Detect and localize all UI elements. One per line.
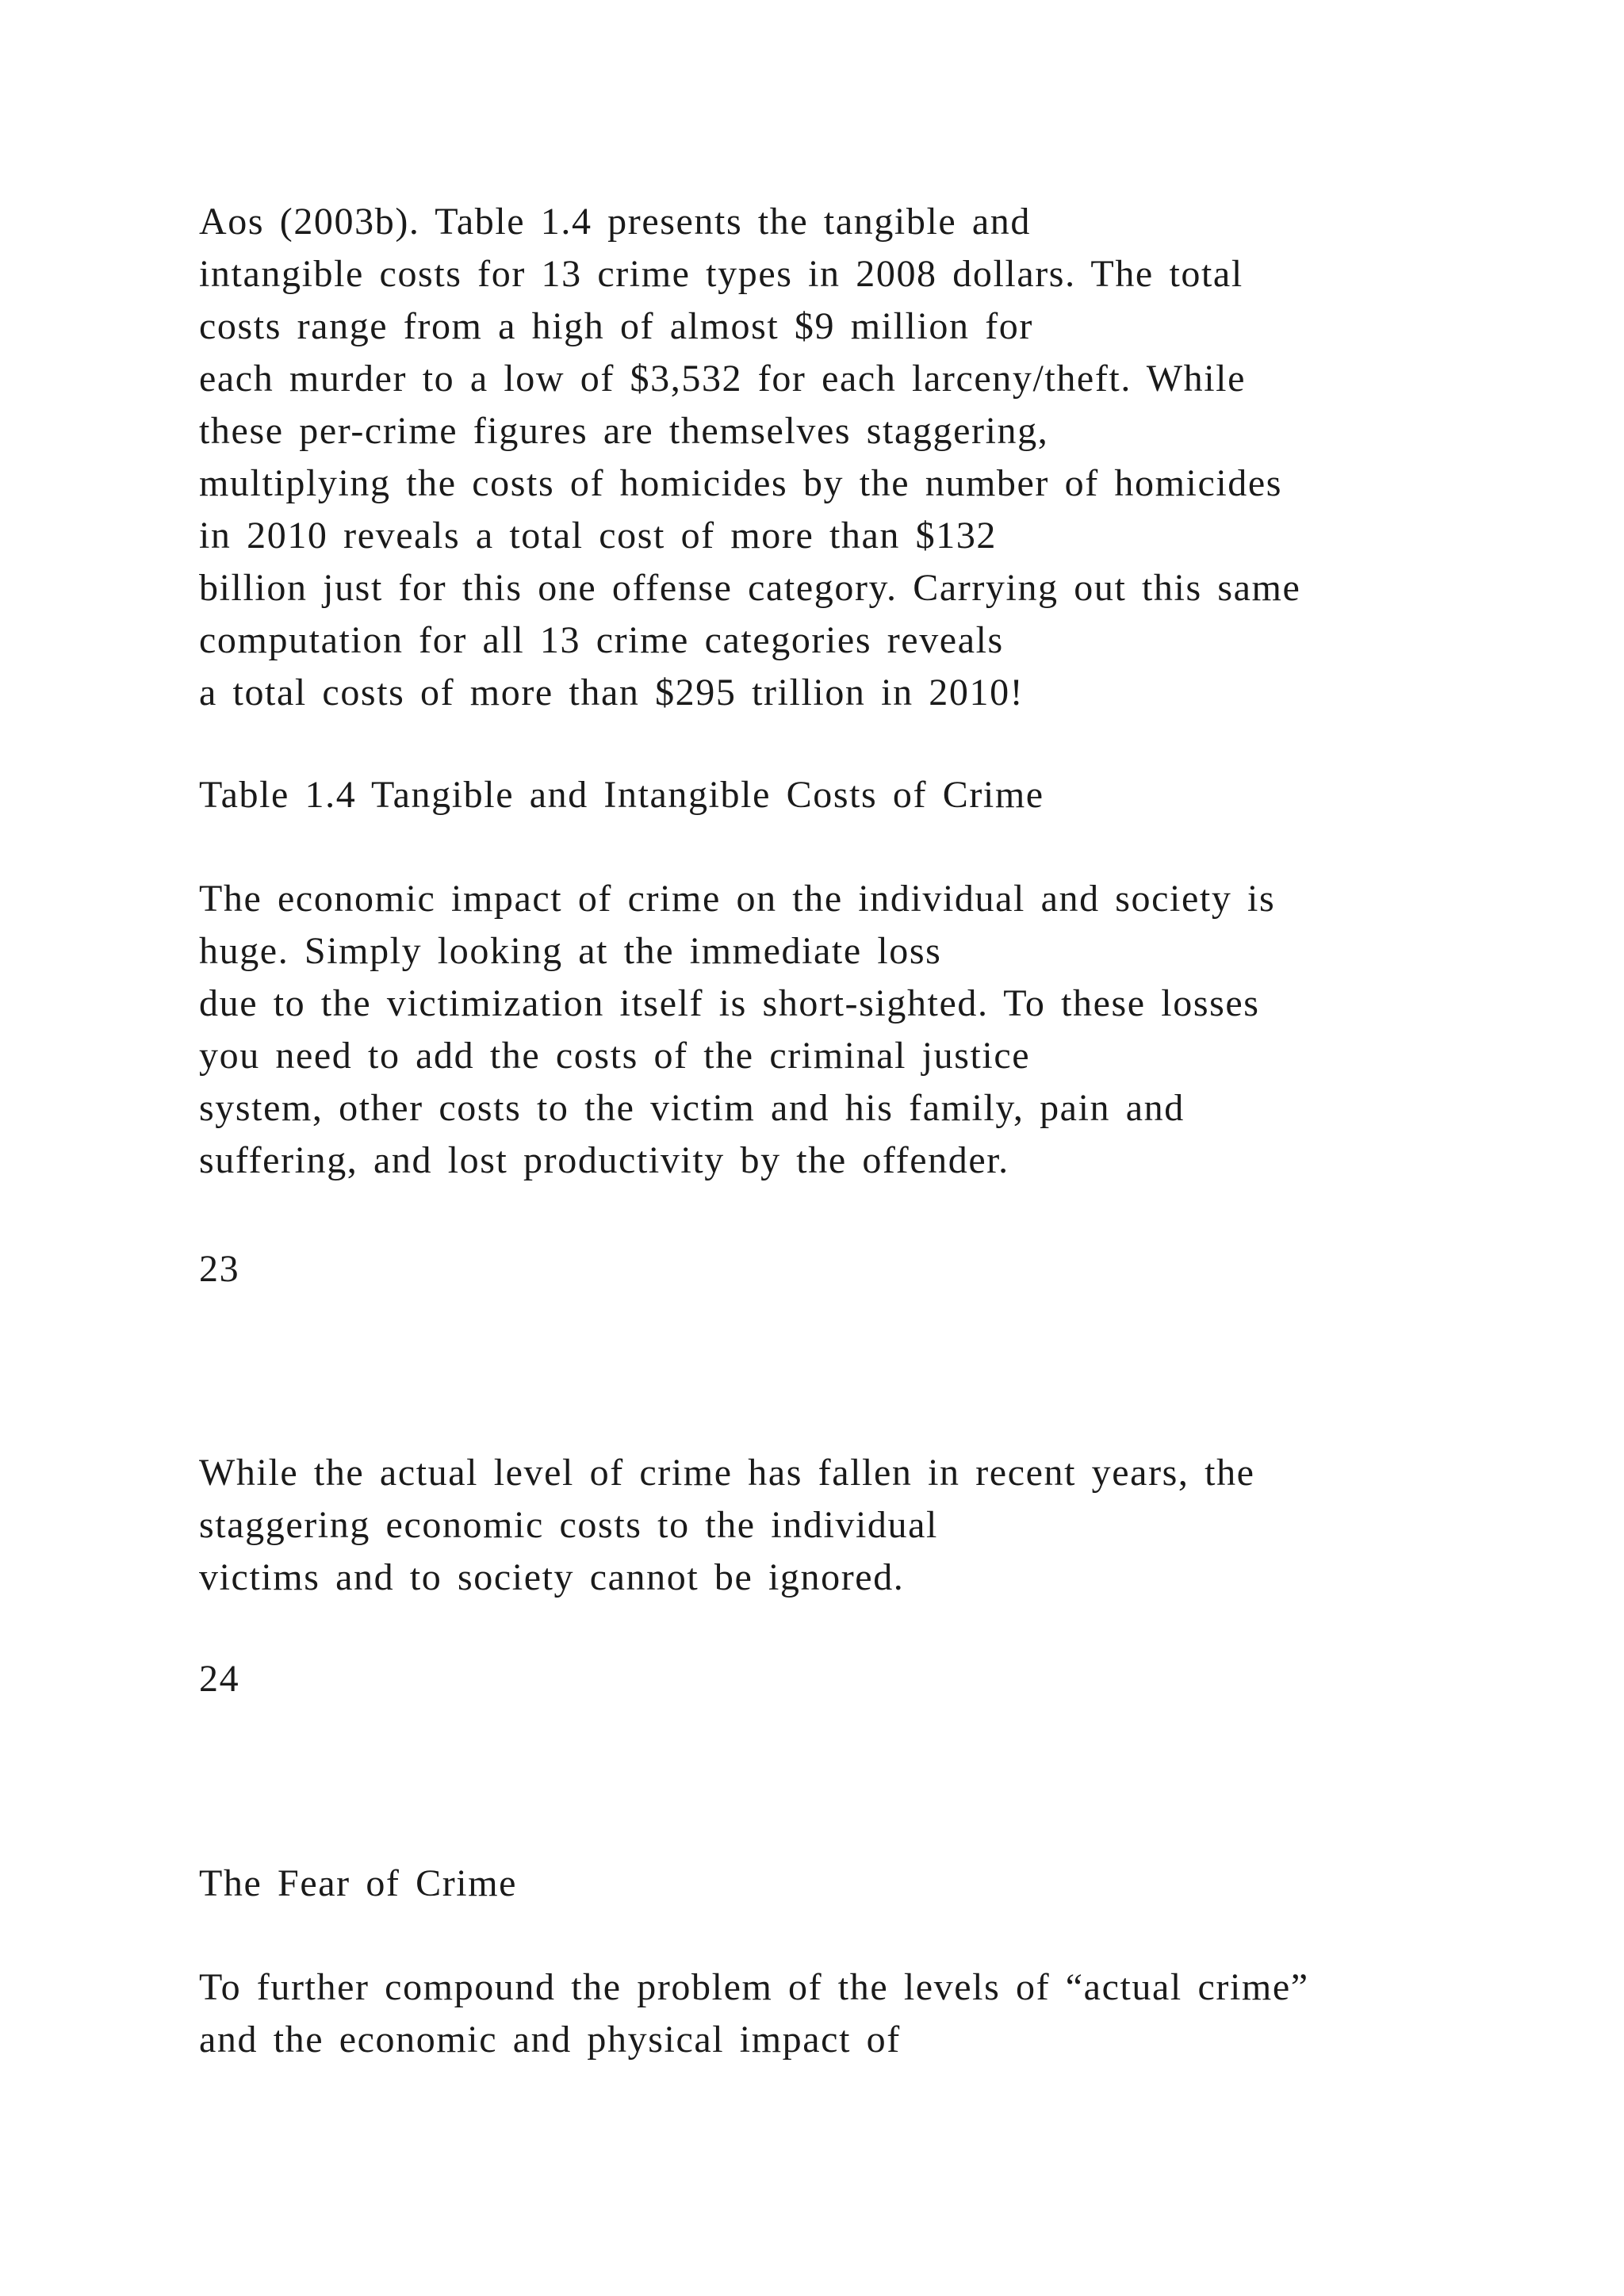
text-line: While the actual level of crime has fallen in recent years, the — [199, 1452, 1255, 1494]
page-number-text: 24 — [199, 1658, 240, 1700]
section-heading — [199, 1858, 517, 1910]
table-caption — [199, 769, 1044, 821]
text-line: The economic impact of crime on the individual and society is — [199, 878, 1276, 920]
text-line: computation for all 13 crime categories reveals — [199, 619, 1004, 661]
text-line: due to the victimization itself is short-sighted. To these losses — [199, 982, 1260, 1024]
page-number-text: 23 — [199, 1248, 240, 1290]
text-line: multiplying the costs of homicides by the number of homicides — [199, 462, 1283, 504]
paragraph-cost-of-crime — [199, 196, 1300, 719]
text-line: huge. Simply looking at the immediate loss — [199, 930, 942, 972]
page-number — [199, 1243, 239, 1295]
text-line: a total costs of more than $295 trillion in 2010! — [199, 672, 1025, 714]
text-line: each murder to a low of $3,532 for each larceny/theft. While — [199, 358, 1246, 400]
text-line: intangible costs for 13 crime types in 2008 dollars. The total — [199, 253, 1243, 295]
paragraph-crime-level — [199, 1447, 1255, 1604]
page-number — [199, 1653, 239, 1705]
text-line: and the economic and physical impact of — [199, 2019, 901, 2061]
text-line: these per-crime figures are themselves staggering, — [199, 410, 1049, 452]
text-line: billion just for this one offense category. Carrying out this same — [199, 567, 1301, 609]
text-line: system, other costs to the victim and his family, pain and — [199, 1087, 1185, 1129]
paragraph-economic-impact — [199, 873, 1275, 1187]
text-line: To further compound the problem of the levels of “actual crime” — [199, 1966, 1309, 2008]
paragraph-fear-of-crime — [199, 1961, 1309, 2066]
text-line: staggering economic costs to the individual — [199, 1504, 938, 1546]
text-line: costs range from a high of almost $9 million for — [199, 305, 1033, 347]
text-line: in 2010 reveals a total cost of more than $132 — [199, 515, 998, 557]
text-line: you need to add the costs of the criminal justice — [199, 1035, 1031, 1077]
section-heading-text: The Fear of Crime — [199, 1862, 518, 1904]
text-line: suffering, and lost productivity by the offender. — [199, 1139, 1009, 1181]
text-line: Aos (2003b). Table 1.4 presents the tangible and — [199, 201, 1032, 243]
text-line: victims and to society cannot be ignored. — [199, 1556, 905, 1598]
table-caption-text: Table 1.4 Tangible and Intangible Costs of Crime — [199, 774, 1044, 816]
